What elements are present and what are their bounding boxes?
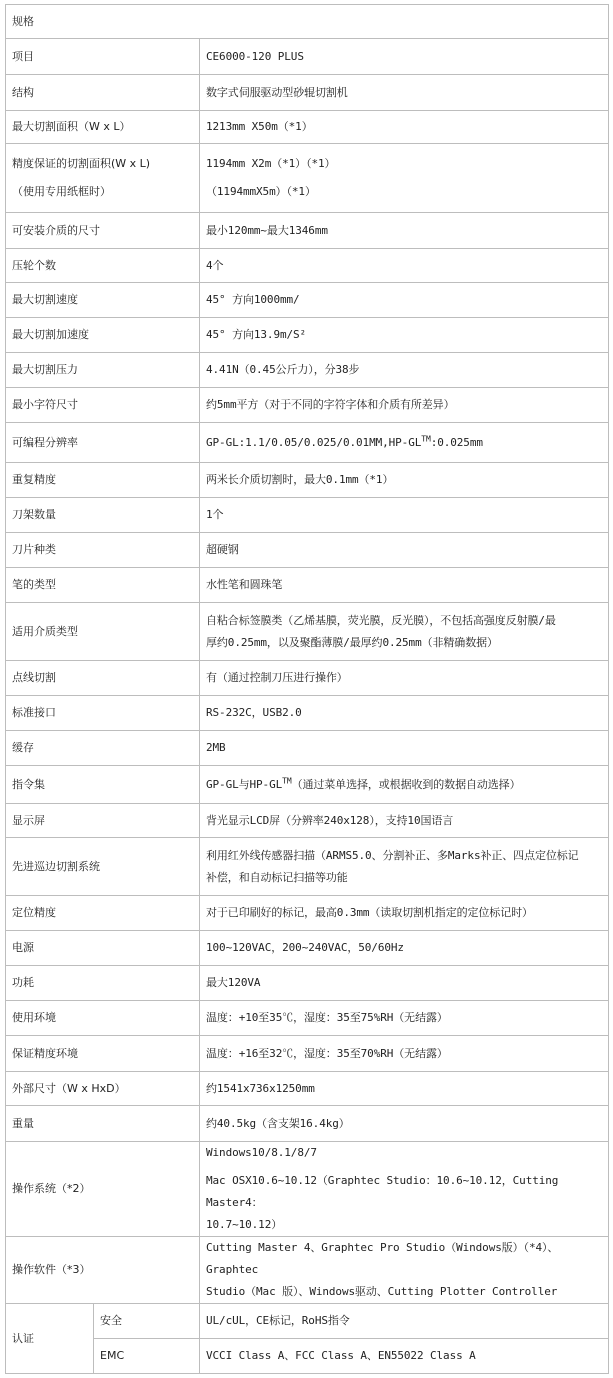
- row-value-line2: 补偿，和自动标记扫描等功能: [206, 870, 348, 884]
- row-label: 最大切割速度: [6, 283, 200, 318]
- row-label: 重量: [6, 1106, 200, 1142]
- row-label: 刀片种类: [6, 533, 200, 568]
- row-value: 2MB: [200, 731, 609, 766]
- row-value: 约1541x736x1250mm: [200, 1072, 609, 1106]
- table-row: [6, 39, 609, 75]
- table-row: [6, 213, 609, 249]
- row-label: 操作软件（*3）: [6, 1237, 200, 1304]
- row-label-line1: 精度保证的切割面积(W x L): [12, 157, 151, 170]
- row-value: 两米长介质切割时，最大0.1mm（*1）: [200, 463, 609, 498]
- row-label: 可安装介质的尺寸: [6, 213, 200, 249]
- table-row: [6, 896, 609, 931]
- table-row: [6, 731, 609, 766]
- row-value: 1213mm X50m（*1）: [200, 111, 609, 144]
- table-header-row: [6, 5, 609, 39]
- trademark-sup: TM: [282, 775, 292, 785]
- row-label: 外部尺寸（W x HxD）: [6, 1072, 200, 1106]
- row-value: 水性笔和圆珠笔: [200, 568, 609, 603]
- row-label: 保证精度环境: [6, 1036, 200, 1072]
- table-row: [6, 423, 609, 463]
- table-row: [6, 838, 609, 896]
- row-value: 4个: [200, 249, 609, 283]
- row-label: 定位精度: [6, 896, 200, 931]
- row-label: 显示屏: [6, 804, 200, 838]
- row-value-line1: 利用红外线传感器扫描（ARMS5.0、分割补正、多Marks补正、四点定位标记: [206, 848, 579, 862]
- row-label: 指令集: [6, 766, 200, 804]
- table-row: [6, 353, 609, 388]
- row-value: 背光显示LCD屏（分辨率240x128），支持10国语言: [200, 804, 609, 838]
- row-value-line3: 10.7~10.12）: [206, 1218, 283, 1231]
- row-value-line1: 自粘合标签膜类（乙烯基膜，荧光膜，反光膜），不包括高强度反射膜/最: [206, 613, 556, 627]
- table-title: 规格: [6, 5, 609, 39]
- row-value: [200, 838, 609, 896]
- table-row: [6, 1001, 609, 1036]
- row-label: [6, 144, 200, 213]
- row-value: 温度：+10至35℃，湿度：35至75%RH（无结露）: [200, 1001, 609, 1036]
- table-row: [6, 533, 609, 568]
- row-label: 缓存: [6, 731, 200, 766]
- table-row: [6, 804, 609, 838]
- row-value: 最小120mm~最大1346mm: [200, 213, 609, 249]
- row-label: 可编程分辨率: [6, 423, 200, 463]
- row-label: 压轮个数: [6, 249, 200, 283]
- row-value: [200, 144, 609, 213]
- row-value-line2: Studio（Mac 版）、Windows驱动、Cutting Plotter Controller: [206, 1285, 558, 1298]
- row-label: 重复精度: [6, 463, 200, 498]
- table-row: [6, 766, 609, 804]
- cert-safety-value: UL/cUL，CE标记，RoHS指令: [200, 1304, 609, 1339]
- row-label: 操作系统（*2）: [6, 1142, 200, 1237]
- row-value: RS-232C，USB2.0: [200, 696, 609, 731]
- cert-emc-value: VCCI Class A、FCC Class A、EN55022 Class A: [200, 1339, 609, 1374]
- cert-emc-label: EMC: [94, 1339, 200, 1374]
- table-row: [6, 931, 609, 966]
- row-value: [200, 603, 609, 661]
- row-label: 先进巡边切割系统: [6, 838, 200, 896]
- table-row: [6, 1142, 609, 1237]
- row-value-line2: 厚约0.25mm，以及聚酯薄膜/最厚约0.25mm（非精确数据）: [206, 635, 498, 649]
- row-label: 点线切割: [6, 661, 200, 696]
- row-value: 100~120VAC，200~240VAC，50/60Hz: [200, 931, 609, 966]
- row-value: 超硬钢: [200, 533, 609, 568]
- row-value-line1: 1194mm X2m（*1）（*1）: [206, 157, 336, 170]
- row-label: 电源: [6, 931, 200, 966]
- row-value: 温度：+16至32℃，湿度：35至70%RH（无结露）: [200, 1036, 609, 1072]
- table-row: [6, 111, 609, 144]
- row-label: 功耗: [6, 966, 200, 1001]
- table-row: [6, 318, 609, 353]
- row-label: 最大切割加速度: [6, 318, 200, 353]
- row-label: 刀架数量: [6, 498, 200, 533]
- row-value: 45° 方向13.9m/S²: [200, 318, 609, 353]
- row-value-text: GP-GL:1.1/0.05/0.025/0.01MM,HP-GL: [206, 435, 422, 449]
- table-row: [6, 498, 609, 533]
- row-label: 最大切割面积（W x L）: [6, 111, 200, 144]
- table-row: [6, 249, 609, 283]
- table-row: [6, 1036, 609, 1072]
- table-row: [6, 1072, 609, 1106]
- table-row: [6, 568, 609, 603]
- row-label: 使用环境: [6, 1001, 200, 1036]
- row-value: [200, 1237, 609, 1304]
- table-row: [6, 463, 609, 498]
- row-value-line1: Windows10/8.1/8/7: [206, 1146, 317, 1159]
- row-label: 项目: [6, 39, 200, 75]
- table-row: [6, 661, 609, 696]
- row-value: CE6000-120 PLUS: [200, 39, 609, 75]
- trademark-sup: TM: [421, 433, 431, 443]
- row-value: [200, 423, 609, 463]
- row-value-line1: Cutting Master 4、Graphtec Pro Studio（Windows版）（*4）、Graphtec: [206, 1241, 559, 1276]
- row-value: 约5mm平方（对于不同的字符字体和介质有所差异）: [200, 388, 609, 423]
- row-value-line2: Mac OSX10.6~10.12（Graphtec Studio：10.6~10.12，Cutting Master4：: [206, 1174, 559, 1209]
- table-row: [6, 1106, 609, 1142]
- table-row: [6, 388, 609, 423]
- table-row: [6, 966, 609, 1001]
- row-label: 标准接口: [6, 696, 200, 731]
- row-value: 数字式伺服驱动型砂辊切割机: [200, 75, 609, 111]
- table-row: [6, 1237, 609, 1304]
- row-value-tail: （通过菜单选择，或根据收到的数据自动选择）: [291, 777, 521, 791]
- spec-table: [5, 4, 609, 1374]
- row-value: 对于已印刷好的标记，最高0.3mm（读取切割机指定的定位标记时）: [200, 896, 609, 931]
- table-row: [6, 1304, 609, 1339]
- row-value: 约40.5kg（含支架16.4kg）: [200, 1106, 609, 1142]
- row-label: 笔的类型: [6, 568, 200, 603]
- table-row: [6, 144, 609, 213]
- row-value-text: GP-GL与HP-GL: [206, 777, 283, 791]
- row-value-tail: :0.025mm: [430, 435, 483, 449]
- row-value: 4.41N（0.45公斤力），分38步: [200, 353, 609, 388]
- table-row: [6, 283, 609, 318]
- row-value-line2: （1194mmX5m）（*1）: [206, 185, 316, 198]
- row-value: 有（通过控制刀压进行操作）: [200, 661, 609, 696]
- table-row: [6, 603, 609, 661]
- row-value: 1个: [200, 498, 609, 533]
- row-label: 最小字符尺寸: [6, 388, 200, 423]
- table-row: [6, 696, 609, 731]
- row-value: 45° 方向1000mm/: [200, 283, 609, 318]
- row-label: 最大切割压力: [6, 353, 200, 388]
- spec-table-body: [6, 5, 609, 1374]
- table-row: [6, 1339, 609, 1374]
- cert-safety-label: 安全: [94, 1304, 200, 1339]
- row-label: 结构: [6, 75, 200, 111]
- row-value: [200, 766, 609, 804]
- row-value: 最大120VA: [200, 966, 609, 1001]
- row-value: [200, 1142, 609, 1237]
- row-label: 适用介质类型: [6, 603, 200, 661]
- row-label-line2: （使用专用纸框时）: [12, 185, 111, 198]
- cert-label: 认证: [6, 1304, 94, 1374]
- table-row: [6, 75, 609, 111]
